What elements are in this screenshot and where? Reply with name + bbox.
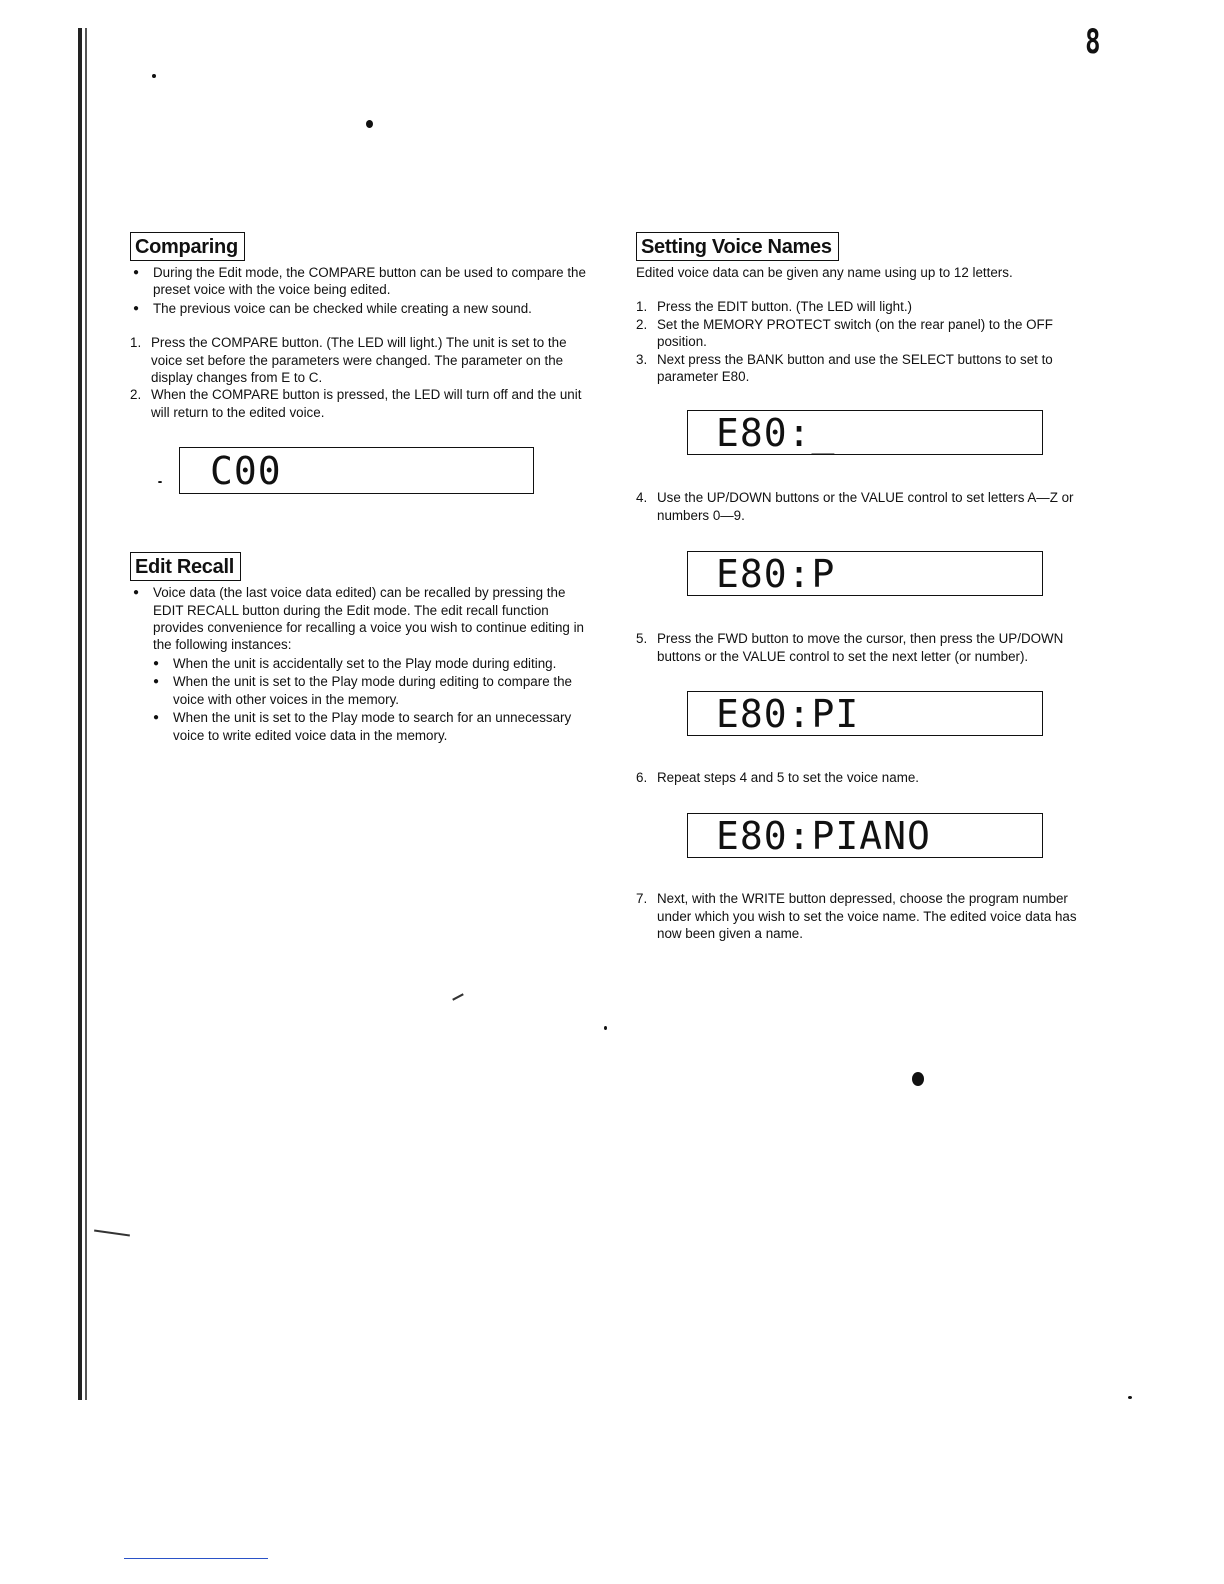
voice-names-step-2: [636, 316, 1098, 351]
comparing-step-2: [130, 386, 592, 421]
step-number: 2.: [636, 316, 648, 332]
step-number: 6.: [636, 770, 648, 786]
voice-names-step-4: [636, 489, 1098, 524]
voice-names-intro: Edited voice data can be given any name using up to 12 letters.: [636, 265, 1013, 280]
compare-display: C00: [179, 447, 534, 494]
comparing-bullet-2: ● The previous voice can be checked while creating a new sound.: [130, 300, 592, 317]
voice-names-step-6: [636, 769, 1098, 786]
voice-names-step-1: [636, 298, 1098, 315]
speck: [1128, 1396, 1132, 1399]
step-number: 4.: [636, 490, 648, 506]
speck: [366, 120, 373, 128]
speck: [604, 1026, 607, 1030]
comparing-step-1: [130, 334, 592, 386]
scan-binding-edge: [78, 28, 94, 1400]
edit-recall-sub-2: ● When the unit is set to the Play mode during editing to compare the voice with other voices in the memory.: [130, 673, 592, 708]
step-number: 1.: [636, 299, 648, 315]
step-number: 1.: [130, 335, 142, 351]
step-text: Next press the BANK button and use the SELECT buttons to set to parameter E80.: [657, 351, 1053, 385]
edit-recall-sub-3: ● When the unit is set to the Play mode to search for an unnecessary voice to write edited voice data in the memory.: [130, 709, 592, 744]
edit-recall-heading: Edit Recall: [130, 552, 241, 581]
step-number: 5.: [636, 631, 648, 647]
page-number: 8: [1084, 22, 1100, 62]
pen-mark: [452, 993, 464, 1000]
step-text: Set the MEMORY PROTECT switch (on the rear panel) to the OFF position.: [657, 316, 1053, 350]
speck: [912, 1072, 924, 1086]
step-text: When the COMPARE button is pressed, the LED will turn off and the unit will return to the edited voice.: [151, 387, 582, 420]
footer-rule: [124, 1558, 268, 1559]
step-text: Repeat steps 4 and 5 to set the voice name.: [657, 770, 920, 786]
display-e80-blank: E80:_: [687, 410, 1043, 455]
edit-recall-bullet: ● Voice data (the last voice data edited) can be recalled by pressing the EDIT RECALL button during the Edit mode. The edit recall function provides convenience for recalling a voice you wish to continue editing in the following instances:: [130, 584, 592, 654]
step-number: 7.: [636, 891, 648, 907]
right-column: [636, 232, 1098, 943]
display-e80-piano: E80:PIANO: [687, 813, 1043, 858]
step-text: Press the EDIT button. (The LED will light.): [657, 299, 913, 315]
step-number: 2.: [130, 387, 142, 403]
display-e80-p: E80:P: [687, 551, 1043, 596]
speck: [152, 74, 156, 78]
comparing-heading: Comparing: [130, 232, 245, 261]
voice-names-heading: Setting Voice Names: [636, 232, 839, 261]
voice-names-step-3: [636, 351, 1098, 386]
edit-recall-sub-1: ● When the unit is accidentally set to the Play mode during editing.: [130, 655, 592, 672]
left-column: [130, 232, 592, 744]
comparing-bullet-1: ● During the Edit mode, the COMPARE button can be used to compare the preset voice with the voice being edited.: [130, 264, 592, 299]
step-text: Press the FWD button to move the cursor, then press the UP/DOWN buttons or the VALUE control to set the next letter (or number).: [657, 631, 1064, 664]
step-text: Next, with the WRITE button depressed, choose the program number under which you wish to set the voice name. The edited voice data has now been given a name.: [657, 891, 1077, 942]
step-text: Use the UP/DOWN buttons or the VALUE control to set letters A—Z or numbers 0—9.: [657, 490, 1074, 523]
scan-scrap: [94, 1230, 130, 1237]
step-text: Press the COMPARE button. (The LED will light.) The unit is set to the voice set before the parameters were changed. The parameter on the display changes from E to C.: [151, 335, 567, 386]
step-number: 3.: [636, 351, 648, 367]
display-e80-pi: E80:PI: [687, 691, 1043, 736]
voice-names-step-7: [636, 890, 1098, 942]
voice-names-step-5: [636, 630, 1098, 665]
